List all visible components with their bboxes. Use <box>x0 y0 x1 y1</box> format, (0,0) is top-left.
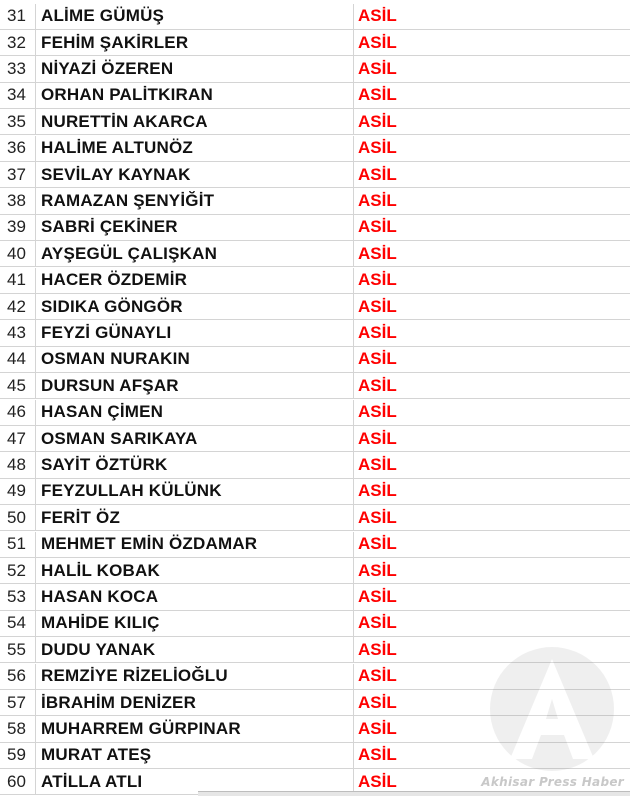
status-cell[interactable]: ASİL <box>358 164 397 184</box>
row-number-cell[interactable]: 59 <box>0 743 36 768</box>
name-cell[interactable]: HACER ÖZDEMİR <box>36 268 354 293</box>
row-number-cell[interactable]: 54 <box>0 611 36 636</box>
table-row[interactable] <box>0 505 630 531</box>
status-cell[interactable]: ASİL <box>358 639 397 659</box>
status-cell[interactable]: ASİL <box>358 402 397 422</box>
watermark-text: Akhisar Press Haber <box>481 775 624 789</box>
status-cell[interactable]: ASİL <box>358 58 397 78</box>
row-number-cell[interactable]: 53 <box>0 584 36 609</box>
name-cell[interactable]: FEYZULLAH KÜLÜNK <box>36 479 354 504</box>
status-cell[interactable]: ASİL <box>358 6 397 26</box>
row-number-cell[interactable]: 55 <box>0 637 36 662</box>
table-row[interactable] <box>0 373 630 399</box>
row-number-cell[interactable]: 37 <box>0 162 36 187</box>
name-cell[interactable]: DURSUN AFŞAR <box>36 373 354 398</box>
name-cell[interactable]: MURAT ATEŞ <box>36 743 354 768</box>
name-cell[interactable]: OSMAN NURAKIN <box>36 347 354 372</box>
row-number-cell[interactable]: 41 <box>0 268 36 293</box>
status-cell[interactable]: ASİL <box>358 745 397 765</box>
status-cell[interactable]: ASİL <box>358 534 397 554</box>
name-cell[interactable]: OSMAN SARIKAYA <box>36 426 354 451</box>
status-cell[interactable]: ASİL <box>358 138 397 158</box>
row-number-cell[interactable]: 49 <box>0 479 36 504</box>
horizontal-scrollbar[interactable] <box>198 791 630 796</box>
name-cell[interactable]: HASAN ÇİMEN <box>36 400 354 425</box>
status-cell[interactable]: ASİL <box>358 85 397 105</box>
status-cell[interactable]: ASİL <box>358 666 397 686</box>
table-row[interactable] <box>0 83 630 109</box>
table-row[interactable] <box>0 611 630 637</box>
name-cell[interactable]: MUHARREM GÜRPINAR <box>36 716 354 741</box>
table-row[interactable] <box>0 162 630 188</box>
status-cell[interactable]: ASİL <box>358 243 397 263</box>
table-row[interactable] <box>0 320 630 346</box>
table-row[interactable] <box>0 532 630 558</box>
name-cell[interactable]: SAYİT ÖZTÜRK <box>36 452 354 477</box>
name-cell[interactable]: FEYZİ GÜNAYLI <box>36 320 354 345</box>
status-cell[interactable]: ASİL <box>358 349 397 369</box>
row-number-cell[interactable]: 45 <box>0 373 36 398</box>
name-cell[interactable]: FERİT ÖZ <box>36 505 354 530</box>
status-cell[interactable]: ASİL <box>358 586 397 606</box>
row-number-cell[interactable]: 31 <box>0 4 36 29</box>
status-cell[interactable]: ASİL <box>358 692 397 712</box>
name-cell[interactable]: SIDIKA GÖNGÖR <box>36 294 354 319</box>
table-row[interactable] <box>0 452 630 478</box>
row-number-cell[interactable]: 32 <box>0 30 36 55</box>
name-cell[interactable]: HALİME ALTUNÖZ <box>36 136 354 161</box>
name-cell[interactable]: ATİLLA ATLI <box>36 769 354 794</box>
table-row[interactable] <box>0 136 630 162</box>
row-number-cell[interactable]: 47 <box>0 426 36 451</box>
table-row[interactable] <box>0 215 630 241</box>
table-row[interactable] <box>0 347 630 373</box>
name-cell[interactable]: MEHMET EMİN ÖZDAMAR <box>36 532 354 557</box>
row-number-cell[interactable]: 40 <box>0 241 36 266</box>
name-cell[interactable]: NURETTİN AKARCA <box>36 109 354 134</box>
table-row[interactable] <box>0 268 630 294</box>
status-cell[interactable]: ASİL <box>358 375 397 395</box>
status-cell[interactable]: ASİL <box>358 454 397 474</box>
row-number-cell[interactable]: 52 <box>0 558 36 583</box>
status-cell[interactable]: ASİL <box>358 296 397 316</box>
table-row[interactable] <box>0 4 630 30</box>
table-row[interactable] <box>0 479 630 505</box>
table-row[interactable] <box>0 109 630 135</box>
row-number-cell[interactable]: 44 <box>0 347 36 372</box>
row-number-cell[interactable]: 43 <box>0 320 36 345</box>
name-cell[interactable]: ALİME GÜMÜŞ <box>36 4 354 29</box>
status-cell[interactable]: ASİL <box>358 428 397 448</box>
row-number-cell[interactable]: 42 <box>0 294 36 319</box>
table-row[interactable] <box>0 558 630 584</box>
row-number-cell[interactable]: 51 <box>0 532 36 557</box>
row-number-cell[interactable]: 35 <box>0 109 36 134</box>
name-cell[interactable]: RAMAZAN ŞENYİĞİT <box>36 188 354 213</box>
status-cell[interactable]: ASİL <box>358 507 397 527</box>
status-cell[interactable]: ASİL <box>358 111 397 131</box>
status-cell[interactable]: ASİL <box>358 190 397 210</box>
name-cell[interactable]: NİYAZİ ÖZEREN <box>36 56 354 81</box>
row-number-cell[interactable]: 56 <box>0 664 36 689</box>
table-row[interactable] <box>0 56 630 82</box>
status-cell[interactable]: ASİL <box>358 32 397 52</box>
table-row[interactable] <box>0 241 630 267</box>
status-cell[interactable]: ASİL <box>358 560 397 580</box>
status-cell[interactable]: ASİL <box>358 613 397 633</box>
name-cell[interactable]: HALİL KOBAK <box>36 558 354 583</box>
row-number-cell[interactable]: 38 <box>0 188 36 213</box>
table-row[interactable] <box>0 400 630 426</box>
status-cell[interactable]: ASİL <box>358 322 397 342</box>
name-cell[interactable]: DUDU YANAK <box>36 637 354 662</box>
status-cell[interactable]: ASİL <box>358 481 397 501</box>
row-number-cell[interactable]: 57 <box>0 690 36 715</box>
row-number-cell[interactable]: 46 <box>0 400 36 425</box>
status-cell[interactable]: ASİL <box>358 217 397 237</box>
row-number-cell[interactable]: 36 <box>0 136 36 161</box>
row-number-cell[interactable]: 48 <box>0 452 36 477</box>
row-number-cell[interactable]: 39 <box>0 215 36 240</box>
status-cell[interactable]: ASİL <box>358 771 397 791</box>
name-cell[interactable]: HASAN KOCA <box>36 584 354 609</box>
row-number-cell[interactable]: 58 <box>0 716 36 741</box>
name-cell[interactable]: SABRİ ÇEKİNER <box>36 215 354 240</box>
table-row[interactable] <box>0 426 630 452</box>
name-cell[interactable]: AYŞEGÜL ÇALIŞKAN <box>36 241 354 266</box>
name-cell[interactable]: REMZİYE RİZELİOĞLU <box>36 664 354 689</box>
name-cell[interactable]: SEVİLAY KAYNAK <box>36 162 354 187</box>
name-cell[interactable]: FEHİM ŞAKİRLER <box>36 30 354 55</box>
status-cell[interactable]: ASİL <box>358 718 397 738</box>
table-row[interactable] <box>0 584 630 610</box>
row-number-cell[interactable]: 60 <box>0 769 36 794</box>
watermark-logo-icon <box>488 645 616 773</box>
table-row[interactable] <box>0 188 630 214</box>
table-row[interactable] <box>0 30 630 56</box>
name-cell[interactable]: MAHİDE KILIÇ <box>36 611 354 636</box>
row-number-cell[interactable]: 34 <box>0 83 36 108</box>
row-number-cell[interactable]: 33 <box>0 56 36 81</box>
row-number-cell[interactable]: 50 <box>0 505 36 530</box>
name-cell[interactable]: İBRAHİM DENİZER <box>36 690 354 715</box>
table-row[interactable] <box>0 294 630 320</box>
name-cell[interactable]: ORHAN PALİTKIRAN <box>36 83 354 108</box>
status-cell[interactable]: ASİL <box>358 270 397 290</box>
